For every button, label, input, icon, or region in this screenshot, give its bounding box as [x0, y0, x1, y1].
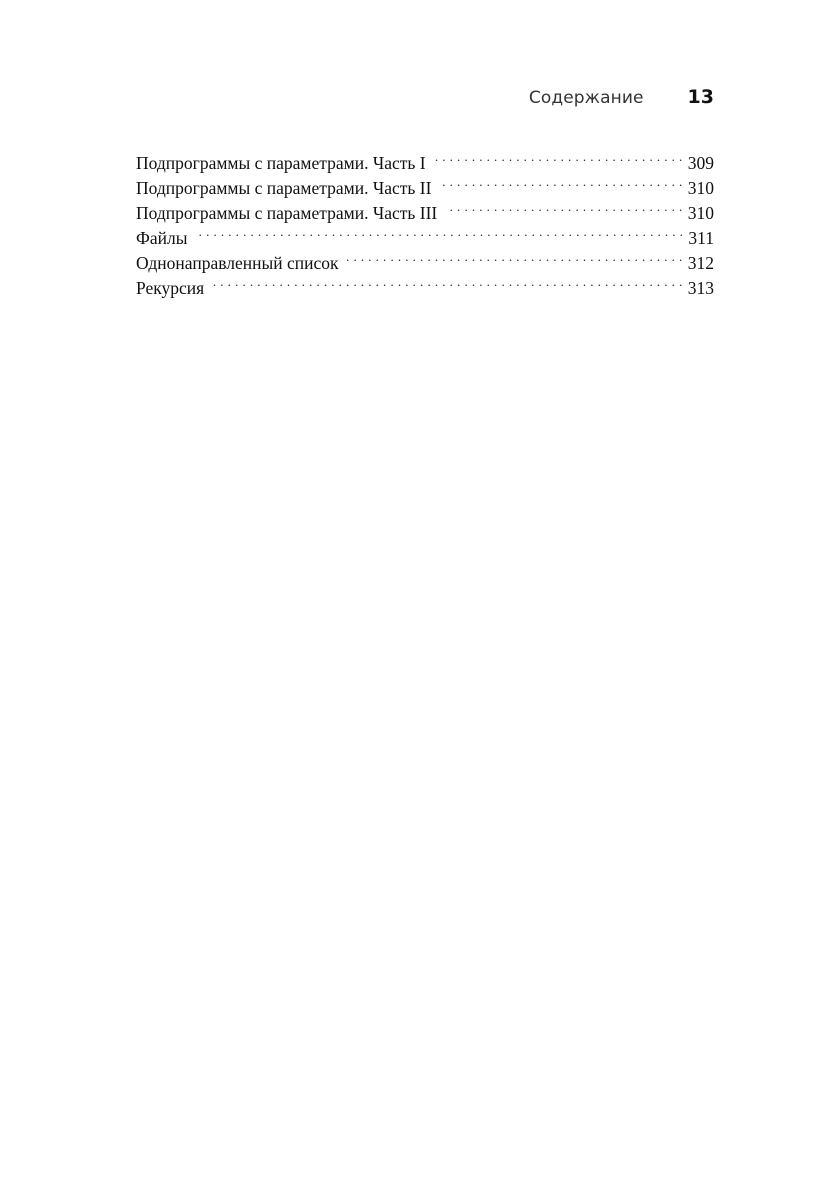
toc-entry — [136, 144, 714, 173]
toc-entry — [136, 244, 714, 273]
running-header — [136, 86, 714, 114]
toc-dot-leader — [439, 169, 682, 194]
running-header-section-name: Содержание — [528, 88, 644, 108]
toc-entry-title: Файлы — [136, 228, 188, 248]
table-of-contents — [136, 144, 714, 298]
toc-entry-page-number: 311 — [688, 228, 714, 248]
toc-entry — [136, 219, 714, 248]
toc-entry — [136, 269, 714, 298]
toc-dot-leader — [212, 269, 683, 294]
toc-entry-page-number: 310 — [687, 203, 714, 223]
toc-entry-title: Подпрограммы с параметрами. Часть II — [136, 178, 432, 198]
toc-dot-leader — [347, 244, 683, 269]
running-header-page-number: 13 — [687, 86, 714, 108]
toc-entry-title: Подпрограммы с параметрами. Часть III — [136, 203, 438, 223]
toc-entry-page-number: 313 — [687, 278, 714, 298]
toc-entry-title: Рекурсия — [136, 278, 205, 298]
toc-dot-leader — [434, 144, 683, 169]
toc-entry-page-number: 310 — [687, 178, 714, 198]
toc-dot-leader — [195, 219, 683, 244]
toc-entry-page-number: 312 — [687, 253, 714, 273]
toc-entry-title: Подпрограммы с параметрами. Часть I — [136, 153, 426, 173]
toc-dot-leader — [445, 194, 683, 219]
toc-entry-page-number: 309 — [687, 153, 714, 173]
toc-entry-title: Однонаправленный список — [136, 253, 339, 273]
